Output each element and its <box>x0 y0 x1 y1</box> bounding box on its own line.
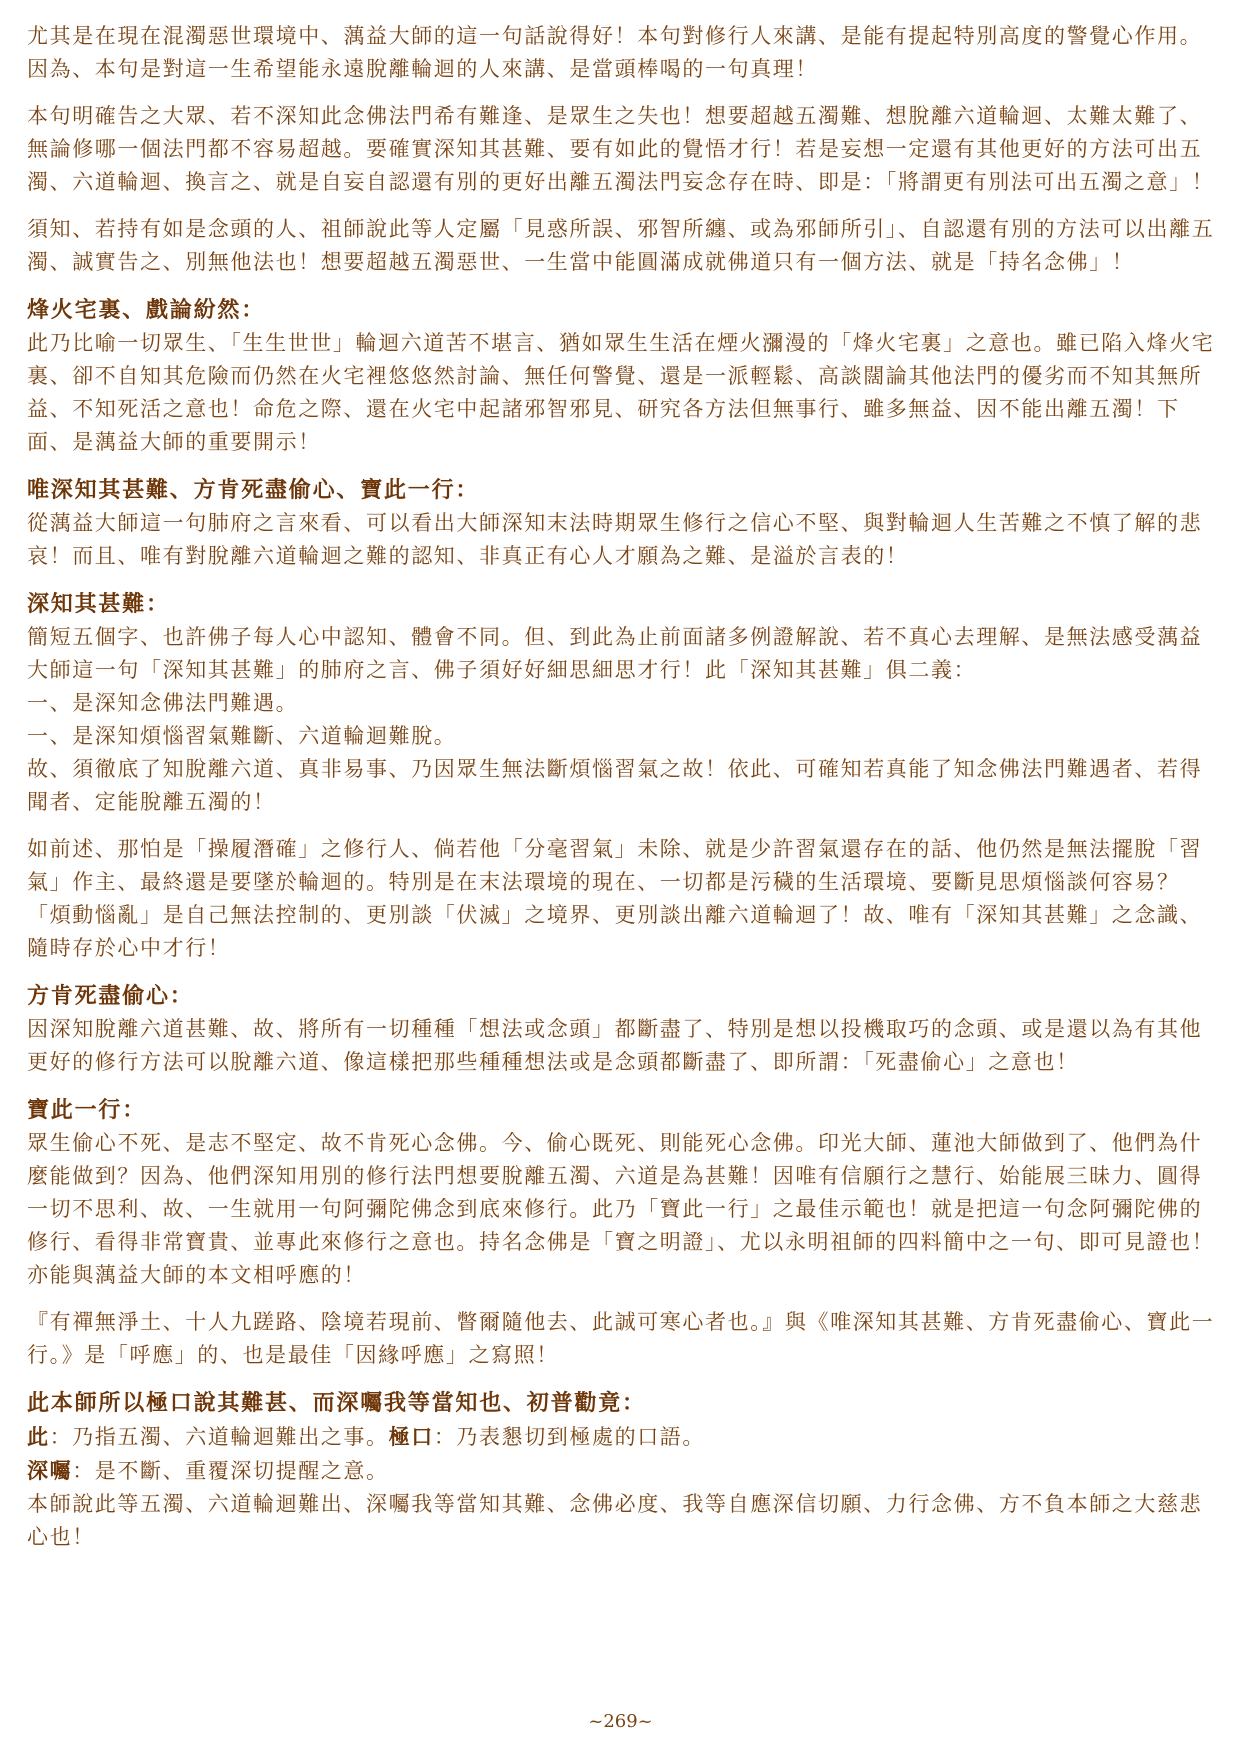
section-body: 從蕅益大師這一句肺府之言來看、可以看出大師深知末法時期眾生修行之信心不堅、與對輪迴人生苦難之不慎了解的悲哀！而且、唯有對脫離六道輪迴之難的認知、非真正有心人才願為之難、是溢於言表的！ <box>27 511 1203 568</box>
section-heading: 此本師所以極口說其難甚、而深囑我等當知也、初普勸竟： <box>27 1390 646 1416</box>
definition-term: 此 <box>27 1424 50 1449</box>
section-heading: 烽火宅裏、戲論紛然： <box>27 297 266 323</box>
section-heading: 深知其甚難： <box>27 591 170 617</box>
section-heading: 寶此一行： <box>27 1097 147 1123</box>
paragraph: 尤其是在現在混濁惡世環境中、蕅益大師的這一句話說得好！本句對修行人來講、是能有提起特別高度的警覺心作用。因為、本句是對這一生希望能永遠脫離輪迴的人來講、是當頭棒喝的一句真理！ <box>27 24 1203 81</box>
section-body: 此乃比喻一切眾生、「生生世世」輪迴六道苦不堪言、猶如眾生生活在煙火瀰漫的「烽火宅裏」之意也。雖已陷入烽火宅裏、卻不自知其危險而仍然在火宅裡悠悠然討論、無任何警覺、還是一派輕鬆、高談闊論其他法門的優劣而不知其無所益、不知死活之意也！命危之際、還在火宅中起諸邪智邪見、研究各方法但無事行、雖多無益、因不能出離五濁！下面、是蕅益大師的重要開示！ <box>27 331 1215 454</box>
paragraph: 須知、若持有如是念頭的人、祖師說此等人定屬「見惑所誤、邪智所纏、或為邪師所引」、自認還有別的方法可以出離五濁、誠實告之、別無他法也！想要超越五濁惡世、一生當中能圓滿成就佛道只有一個方法、就是「持名念佛」！ <box>27 217 1215 274</box>
definition-term: 深囑 <box>27 1458 73 1483</box>
page-number: ~269~ <box>588 1711 653 1732</box>
list-item: 一、是深知煩惱習氣難斷、六道輪迴難脫。 <box>27 724 457 748</box>
section-heading: 唯深知其甚難、方肯死盡偷心、寶此一行： <box>27 477 480 503</box>
section-body: 因深知脫離六道甚難、故、將所有一切種種「想法或念頭」都斷盡了、特別是想以投機取巧的念頭、或是還以為有其他更好的修行方法可以脫離六道、像這樣把那些種種想法或是念頭都斷盡了、即所謂：「死盡偷心」之意也！ <box>27 1017 1203 1074</box>
paragraph: 本句明確告之大眾、若不深知此念佛法門希有難逢、是眾生之失也！想要超越五濁難、想脫離六道輪迴、太難太難了、無論修哪一個法門都不容易超越。要確實深知其甚難、要有如此的覺悟才行！若是妄想一定還有其他更好的方法可出五濁、六道輪迴、換言之、就是自妄自認還有別的更好出離五濁法門妄念存在時、即是：「將謂更有別法可出五濁之意」！ <box>27 104 1215 194</box>
definition-text: ：是不斷、重覆深切提醒之意。 <box>72 1459 389 1483</box>
paragraph: 『有禪無淨土、十人九蹉路、陰境若現前、瞥爾隨他去、此誠可寒心者也。』與《唯深知其甚難、方肯死盡偷心、寶此一行。》是「呼應」的、也是最佳「因緣呼應」之寫照！ <box>27 1310 1215 1367</box>
section-body: 眾生偷心不死、是志不堅定、故不肯死心念佛。今、偷心既死、則能死心念佛。印光大師、蓮池大師做到了、他們為什麼能做到？因為、他們深知用別的修行法門想要脫離五濁、六道是為甚難！因唯有信願行之慧行、始能展三昧力、圓得一切不思利、故、一生就用一句阿彌陀佛念到底來修行。此乃「寶此一行」之最佳示範也！就是把這一句念阿彌陀佛的修行、看得非常寶貴、並專此來修行之意也。持名念佛是「寶之明證」、尤以永明祖師的四料簡中之一句、即可見證也！亦能與蕅益大師的本文相呼應的！ <box>27 1131 1215 1287</box>
body-line: 本師說此等五濁、六道輪迴難出、深囑我等當知其難、念佛必度、我等自應深信切願、力行念佛、方不負本師之大慈悲心也！ <box>27 1492 1203 1549</box>
definition-term: 極口 <box>388 1424 434 1449</box>
definition-list <box>27 1420 1223 1554</box>
body-line: 簡短五個字、也許佛子每人心中認知、體會不同。但、到此為止前面諸多例證解說、若不真心去理解、是無法感受蕅益大師這一句「深知其甚難」的肺府之言、佛子須好好細思細思才行！此「深知其甚難」俱二義： <box>27 625 1203 682</box>
body-line: 故、須徹底了知脫離六道、真非易事、乃因眾生無法斷煩惱習氣之故！依此、可確知若真能了知念佛法門難遇者、若得聞者、定能脫離五濁的！ <box>27 757 1203 814</box>
section-body <box>27 621 1223 819</box>
paragraph: 如前述、那怕是「操履潛確」之修行人、倘若他「分毫習氣」未除、就是少許習氣還存在的話、他仍然是無法擺脫「習氣」作主、最終還是要墜於輪迴的。特別是在末法環境的現在、一切都是污穢的生活環境、要斷見思煩惱談何容易？「煩動惱亂」是自己無法控制的、更別談「伏滅」之境界、更別談出離六道輪迴了！故、唯有「深知其甚難」之念識、隨時存於心中才行！ <box>27 837 1203 960</box>
section-heading: 方肯死盡偷心： <box>27 983 194 1009</box>
list-item: 一、是深知念佛法門難遇。 <box>27 691 299 715</box>
definition-text: ：乃指五濁、六道輪迴難出之事。 <box>49 1425 389 1449</box>
definition-text: ：乃表懇切到極處的口語。 <box>433 1425 706 1449</box>
definition-item <box>27 1420 1223 1454</box>
definition-item <box>27 1454 1223 1488</box>
